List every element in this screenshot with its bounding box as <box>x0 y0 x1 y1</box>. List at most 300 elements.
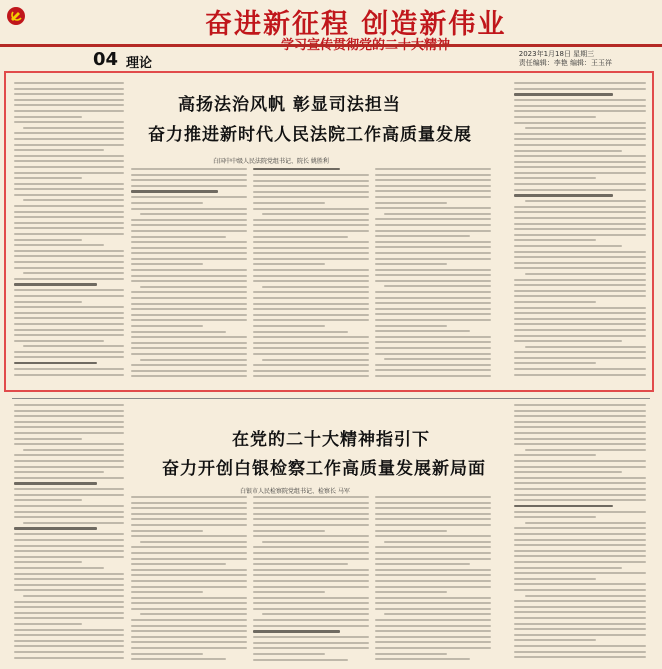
body-text-line <box>253 513 369 515</box>
body-text-line <box>23 199 124 201</box>
body-text-line <box>514 110 646 112</box>
body-text-line <box>375 168 491 170</box>
body-text-line <box>131 546 247 548</box>
body-text-line <box>14 612 124 614</box>
body-text-line <box>131 524 247 526</box>
body-text-line <box>14 634 124 636</box>
body-text-line <box>14 488 124 490</box>
body-text-line <box>514 245 622 247</box>
body-text-line <box>514 351 646 353</box>
article-2-title-line-1[interactable]: 在党的二十大精神指引下 <box>232 430 430 450</box>
body-text-line <box>514 460 646 462</box>
body-text-line <box>375 375 491 377</box>
body-text-line <box>375 586 491 588</box>
body-text-line <box>514 606 646 608</box>
article-1-title-line-1[interactable]: 高扬法治风帆 彰显司法担当 <box>178 95 401 115</box>
body-text-line <box>514 404 646 406</box>
body-text-line <box>262 213 369 215</box>
body-text-line <box>253 297 369 299</box>
body-text-line <box>525 346 646 348</box>
body-text-line <box>14 460 124 462</box>
body-text-line <box>375 297 491 299</box>
body-text-line <box>375 641 491 643</box>
body-text-line <box>253 647 369 649</box>
body-text-line <box>131 552 247 554</box>
body-text-line <box>375 630 491 632</box>
body-text-line <box>14 211 124 213</box>
body-text-line <box>131 241 247 243</box>
body-text-line <box>14 640 124 642</box>
body-text-line <box>375 302 491 304</box>
body-text-line <box>375 185 491 187</box>
body-text-line <box>514 150 622 152</box>
body-text-line <box>384 541 491 543</box>
body-text-line <box>253 518 369 520</box>
body-text-line <box>14 351 124 353</box>
body-text-line <box>253 507 369 509</box>
body-text-line <box>514 567 622 569</box>
body-text-line <box>140 286 247 288</box>
body-text-line <box>253 625 369 627</box>
body-text-line <box>514 443 646 445</box>
body-text-line <box>375 507 491 509</box>
body-text-line <box>14 82 124 84</box>
body-text-line <box>375 602 491 604</box>
body-text-line <box>14 289 124 291</box>
body-text-line <box>253 653 325 655</box>
body-text-line <box>14 144 124 146</box>
body-text-line <box>14 573 124 575</box>
body-text-line <box>514 432 646 434</box>
body-text-line <box>14 216 124 218</box>
body-text-line <box>514 93 613 95</box>
body-text-line <box>131 530 203 532</box>
dateline <box>519 50 612 68</box>
body-text-line <box>253 275 369 277</box>
body-text-line <box>23 595 124 597</box>
body-text-line <box>131 230 247 232</box>
body-text-line <box>131 630 247 632</box>
body-text-line <box>375 190 491 192</box>
body-text-line <box>253 530 325 532</box>
body-text-line <box>514 516 596 518</box>
body-text-line <box>14 454 124 456</box>
body-text-line <box>253 168 340 170</box>
body-text-line <box>14 651 124 653</box>
body-text-line <box>14 132 124 134</box>
body-text-line <box>14 410 124 412</box>
body-text-line <box>253 331 348 333</box>
body-text-line <box>253 269 369 271</box>
body-text-line <box>375 179 491 181</box>
body-text-line <box>14 539 124 541</box>
body-text-line <box>375 235 470 237</box>
body-text-line <box>131 252 247 254</box>
body-text-line <box>140 541 247 543</box>
body-text-line <box>14 356 124 358</box>
body-text-line <box>253 314 369 316</box>
body-text-line <box>131 219 247 221</box>
body-text-line <box>14 415 124 417</box>
body-text-line <box>514 329 646 331</box>
body-text-line <box>384 613 491 615</box>
body-text-line <box>14 426 124 428</box>
body-text-line <box>131 297 247 299</box>
body-text-line <box>14 404 124 406</box>
body-text-line <box>131 168 247 170</box>
body-text-line <box>14 183 124 185</box>
body-text-line <box>14 255 124 257</box>
body-text-line <box>131 314 247 316</box>
body-text-line <box>14 222 124 224</box>
body-text-line <box>514 651 646 653</box>
body-text-line <box>131 174 247 176</box>
body-text-line <box>375 269 491 271</box>
body-text-line <box>131 370 247 372</box>
body-text-line <box>14 116 82 118</box>
body-text-line <box>131 513 247 515</box>
body-text-line <box>14 194 124 196</box>
body-text-line <box>514 617 646 619</box>
body-text-line <box>140 359 247 361</box>
body-text-line <box>14 283 97 285</box>
body-text-line <box>253 191 369 193</box>
body-text-line <box>131 602 247 604</box>
body-text-line <box>253 180 369 182</box>
body-text-line <box>262 541 369 543</box>
body-text-line <box>253 185 369 187</box>
body-text-line <box>514 611 646 613</box>
body-text-line <box>514 228 646 230</box>
body-text-line <box>514 477 646 479</box>
body-text-line <box>375 291 491 293</box>
body-text-line <box>14 556 124 558</box>
body-text-line <box>514 122 646 124</box>
body-text-line <box>14 657 124 659</box>
body-text-line <box>375 196 491 198</box>
body-text-line <box>131 518 247 520</box>
body-text-line <box>253 174 369 176</box>
body-text-line <box>253 347 369 349</box>
body-text-line <box>131 625 247 627</box>
article-1-column-4 <box>375 168 491 384</box>
body-text-line <box>131 507 247 509</box>
body-text-line <box>14 306 124 308</box>
body-text-line <box>375 502 491 504</box>
body-text-line <box>14 545 124 547</box>
body-text-line <box>253 319 369 321</box>
body-text-line <box>514 312 646 314</box>
body-text-line <box>375 218 491 220</box>
body-text-line <box>375 230 491 232</box>
body-text-line <box>14 227 124 229</box>
body-text-line <box>131 236 226 238</box>
body-text-line <box>14 205 124 207</box>
body-text-line <box>14 160 124 162</box>
article-2-title-line-2[interactable]: 奋力开创白银检察工作高质量发展新局面 <box>162 459 486 479</box>
body-text-line <box>253 502 369 504</box>
body-text-line <box>514 527 646 529</box>
body-text-line <box>14 578 124 580</box>
body-text-line <box>14 567 104 569</box>
body-text-line <box>23 127 124 129</box>
body-text-line <box>131 291 247 293</box>
body-text-line <box>514 177 596 179</box>
body-text-line <box>14 466 124 468</box>
body-text-line <box>253 552 369 554</box>
body-text-line <box>375 207 491 209</box>
body-text-line <box>253 608 369 610</box>
body-text-line <box>131 263 203 265</box>
body-text-line <box>514 99 646 101</box>
body-text-line <box>131 196 247 198</box>
body-text-line <box>514 323 646 325</box>
body-text-line <box>253 258 369 260</box>
masthead-rule <box>0 44 662 47</box>
body-text-line <box>375 319 491 321</box>
body-text-line <box>253 263 325 265</box>
article-2-column-4 <box>375 496 491 666</box>
body-text-line <box>514 194 613 196</box>
body-text-line <box>375 591 447 593</box>
body-text-line <box>375 330 470 332</box>
body-text-line <box>14 177 82 179</box>
body-text-line <box>23 522 124 524</box>
article-2-column-3 <box>253 496 369 666</box>
body-text-line <box>375 258 491 260</box>
body-text-line <box>14 561 82 563</box>
body-text-line <box>131 496 247 498</box>
body-text-line <box>14 645 124 647</box>
body-text-line <box>514 494 646 496</box>
body-text-line <box>14 527 97 529</box>
body-text-line <box>14 250 124 252</box>
body-text-line <box>375 658 470 660</box>
body-text-line <box>253 535 369 537</box>
body-text-line <box>131 319 247 321</box>
body-text-line <box>131 258 247 260</box>
body-text-line <box>514 488 646 490</box>
body-text-line <box>131 647 247 649</box>
body-text-line <box>131 269 247 271</box>
body-text-line <box>14 505 124 507</box>
body-text-line <box>131 641 247 643</box>
body-text-line <box>514 284 646 286</box>
body-text-line <box>14 482 97 484</box>
body-text-line <box>514 155 646 157</box>
body-text-line <box>375 518 491 520</box>
body-text-line <box>14 93 124 95</box>
body-text-line <box>514 600 646 602</box>
body-text-line <box>514 589 646 591</box>
body-text-line <box>131 331 226 333</box>
article-divider <box>12 398 650 399</box>
body-text-line <box>253 353 369 355</box>
body-text-line <box>514 555 646 557</box>
body-text-line <box>14 172 124 174</box>
body-text-line <box>140 213 247 215</box>
body-text-line <box>14 155 124 157</box>
body-text-line <box>131 275 247 277</box>
body-text-line <box>514 505 613 507</box>
body-text-line <box>375 625 491 627</box>
body-text-line <box>14 329 124 331</box>
body-text-line <box>514 189 646 191</box>
body-text-line <box>131 591 203 593</box>
body-text-line <box>23 449 124 451</box>
body-text-line <box>375 313 491 315</box>
body-text-line <box>253 202 325 204</box>
body-text-line <box>131 347 247 349</box>
body-text-line <box>253 619 369 621</box>
body-text-line <box>514 499 646 501</box>
body-text-line <box>131 569 247 571</box>
body-text-line <box>14 233 124 235</box>
article-1-column-1 <box>14 82 124 384</box>
body-text-line <box>514 426 646 428</box>
article-1-title-line-2[interactable]: 奋力推进新时代人民法院工作高质量发展 <box>148 125 472 145</box>
article-2-byline: 白银市人民检察院党组书记、检察长 马军 <box>240 488 350 495</box>
body-text-line <box>514 421 646 423</box>
body-text-line <box>14 239 82 241</box>
body-text-line <box>14 617 124 619</box>
body-text-line <box>514 482 646 484</box>
body-text-line <box>131 597 247 599</box>
body-text-line <box>514 572 646 574</box>
body-text-line <box>253 364 369 366</box>
party-emblem-icon <box>6 6 26 26</box>
body-text-line <box>131 580 247 582</box>
body-text-line <box>140 613 247 615</box>
body-text-line <box>375 574 491 576</box>
body-text-line <box>14 601 124 603</box>
body-text-line <box>375 608 491 610</box>
body-text-line <box>375 558 491 560</box>
body-text-line <box>14 550 124 552</box>
body-text-line <box>375 496 491 498</box>
body-text-line <box>514 438 646 440</box>
body-text-line <box>262 359 369 361</box>
body-text-line <box>131 563 226 565</box>
article-2-column-5 <box>514 404 646 666</box>
body-text-line <box>253 308 369 310</box>
body-text-line <box>514 206 646 208</box>
body-text-line <box>14 606 124 608</box>
body-text-line <box>14 261 124 263</box>
body-text-line <box>131 185 247 187</box>
body-text-line <box>253 375 369 377</box>
body-text-line <box>375 552 491 554</box>
body-text-line <box>514 466 646 468</box>
body-text-line <box>375 246 491 248</box>
body-text-line <box>131 653 203 655</box>
body-text-line <box>514 340 622 342</box>
body-text-line <box>514 279 646 281</box>
body-text-line <box>514 223 646 225</box>
section-name: 理论 <box>126 56 153 71</box>
body-text-line <box>131 190 218 192</box>
body-text-line <box>514 183 646 185</box>
body-text-line <box>514 578 596 580</box>
body-text-line <box>131 619 247 621</box>
body-text-line <box>253 636 369 638</box>
body-text-line <box>253 247 369 249</box>
body-text-line <box>253 569 369 571</box>
body-text-line <box>514 256 646 258</box>
body-text-line <box>14 121 124 123</box>
body-text-line <box>14 623 82 625</box>
body-text-line <box>514 267 646 269</box>
body-text-line <box>514 454 596 456</box>
article-1-column-5 <box>514 82 646 384</box>
body-text-line <box>514 639 596 641</box>
body-text-line <box>514 133 646 135</box>
body-text-line <box>514 251 646 253</box>
body-text-line <box>514 533 646 535</box>
article-1-byline: 白国中中级人民法院党组书记、院长 姚胜利 <box>213 158 329 165</box>
body-text-line <box>253 336 369 338</box>
body-text-line <box>253 252 369 254</box>
body-text-line <box>514 88 646 90</box>
body-text-line <box>253 558 369 560</box>
body-text-line <box>514 307 646 309</box>
body-text-line <box>375 263 447 265</box>
article-2-column-1 <box>14 404 124 666</box>
body-text-line <box>514 144 646 146</box>
body-text-line <box>131 574 247 576</box>
body-text-line <box>253 196 369 198</box>
body-text-line <box>14 438 82 440</box>
body-text-line <box>375 174 491 176</box>
body-text-line <box>253 580 369 582</box>
body-text-line <box>375 241 491 243</box>
body-text-line <box>14 267 124 269</box>
body-text-line <box>375 653 447 655</box>
body-text-line <box>14 443 124 445</box>
body-text-line <box>23 345 124 347</box>
article-1-column-3 <box>253 168 369 384</box>
body-text-line <box>131 308 247 310</box>
body-text-line <box>514 357 646 359</box>
masthead <box>0 0 662 44</box>
body-text-line <box>514 82 646 84</box>
body-text-line <box>375 569 491 571</box>
issue-date: 2023年1月18日 星期三 <box>518 50 595 58</box>
body-text-line <box>514 374 646 376</box>
body-text-line <box>375 308 491 310</box>
body-text-line <box>131 202 203 204</box>
body-text-line <box>131 208 247 210</box>
page-number: 04 <box>93 49 119 70</box>
body-text-line <box>514 290 646 292</box>
body-text-line <box>375 563 470 565</box>
body-text-line <box>514 262 646 264</box>
body-text-line <box>514 161 646 163</box>
body-text-line <box>375 619 491 621</box>
body-text-line <box>525 127 646 129</box>
body-text-line <box>131 179 247 181</box>
body-text-line <box>131 364 247 366</box>
body-text-line <box>253 574 369 576</box>
body-text-line <box>514 583 646 585</box>
body-text-line <box>375 636 491 638</box>
body-text-line <box>14 362 97 364</box>
body-text-line <box>253 303 369 305</box>
body-text-line <box>131 303 247 305</box>
body-text-line <box>131 502 247 504</box>
body-text-line <box>525 449 646 451</box>
body-text-line <box>14 110 124 112</box>
